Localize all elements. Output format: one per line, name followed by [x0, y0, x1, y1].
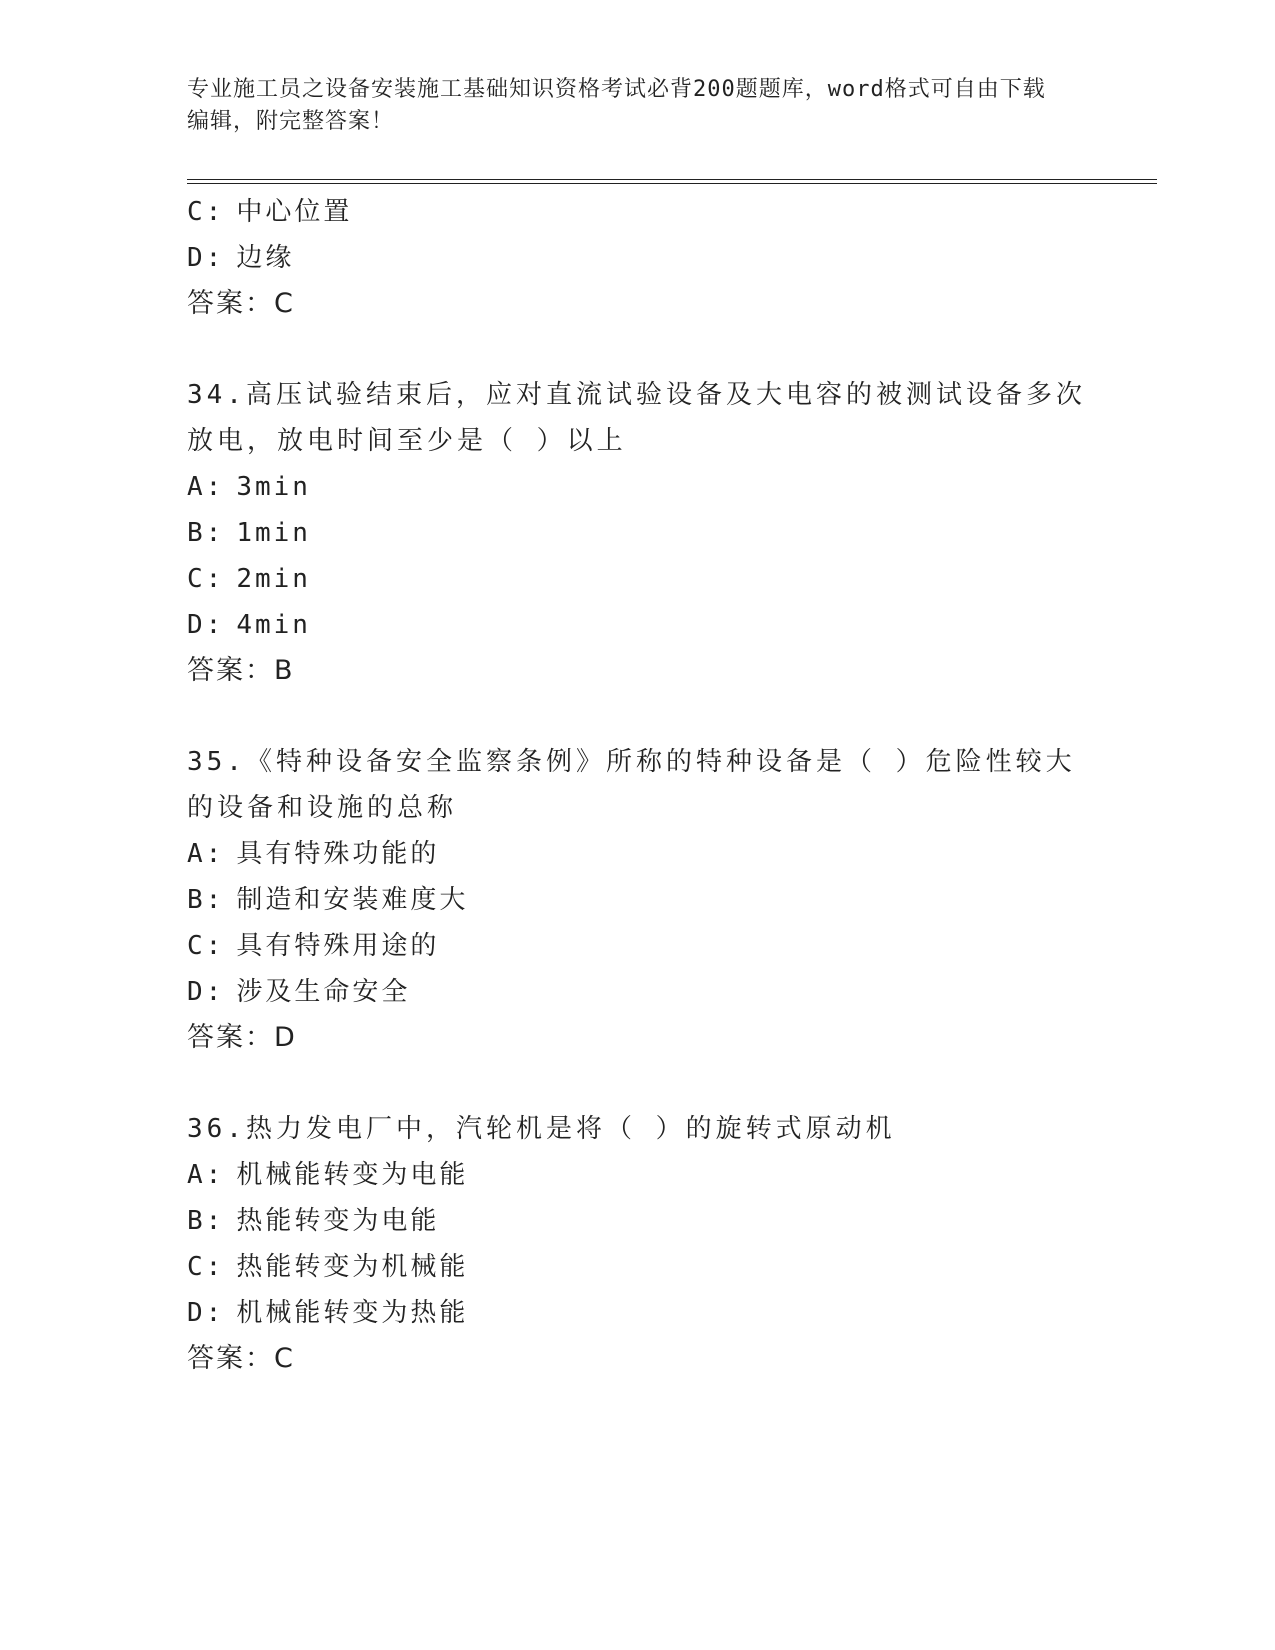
- option-text: 中心位置: [236, 197, 353, 227]
- option-a: [187, 831, 1087, 877]
- header-rule-top: [187, 179, 1157, 180]
- option-d: [187, 1290, 1087, 1336]
- option-label: A:: [187, 472, 225, 502]
- option-label: B:: [187, 1206, 225, 1236]
- question-text: 36.热力发电厂中，汽轮机是将（ ）的旋转式原动机: [187, 1114, 896, 1144]
- question-fragment: [187, 189, 1087, 327]
- option-text: 涉及生命安全: [236, 977, 411, 1007]
- option-text: 具有特殊用途的: [236, 931, 440, 961]
- option-label: B:: [187, 518, 225, 548]
- option-text: 热能转变为机械能: [236, 1252, 469, 1282]
- option-d: [187, 969, 1087, 1015]
- option-d: [187, 602, 1087, 648]
- option-label: A:: [187, 839, 225, 869]
- option-a: [187, 1152, 1087, 1198]
- option-c: [187, 923, 1087, 969]
- option-label: D:: [187, 977, 225, 1007]
- option-b: [187, 1198, 1087, 1244]
- option-c: [187, 189, 1087, 235]
- option-label: B:: [187, 885, 225, 915]
- option-text: 2min: [236, 564, 311, 594]
- option-c: [187, 556, 1087, 602]
- option-b: [187, 877, 1087, 923]
- option-text: 制造和安装难度大: [236, 885, 469, 915]
- header-rule-bottom: [187, 183, 1157, 184]
- option-text: 机械能转变为电能: [236, 1160, 469, 1190]
- option-text: 1min: [236, 518, 311, 548]
- question-text: 35.《特种设备安全监察条例》所称的特种设备是（ ）危险性较大的设备和设施的总称: [187, 747, 1076, 823]
- answer-line: 答案：C: [187, 288, 295, 319]
- option-text: 具有特殊功能的: [236, 839, 440, 869]
- option-text: 4min: [236, 610, 311, 640]
- answer-line: 答案：B: [187, 655, 295, 686]
- option-label: C:: [187, 564, 225, 594]
- option-d: [187, 235, 1087, 281]
- option-a: [187, 464, 1087, 510]
- option-text: 机械能转变为热能: [236, 1298, 469, 1328]
- question-item: [187, 739, 1087, 1061]
- option-c: [187, 1244, 1087, 1290]
- option-label: D:: [187, 1298, 225, 1328]
- answer-line: 答案：C: [187, 1343, 295, 1374]
- document-header: 专业施工员之设备安装施工基础知识资格考试必背200题题库，word格式可自由下载编辑，附完整答案！: [187, 77, 1046, 134]
- question-item: [187, 1106, 1087, 1382]
- option-text: 边缘: [236, 243, 295, 273]
- option-label: A:: [187, 1160, 225, 1190]
- option-text: 3min: [236, 472, 311, 502]
- question-text: 34.高压试验结束后，应对直流试验设备及大电容的被测试设备多次放电，放电时间至少是（ ）以上: [187, 380, 1086, 456]
- option-b: [187, 510, 1087, 556]
- option-label: C:: [187, 1252, 225, 1282]
- option-label: D:: [187, 243, 225, 273]
- question-item: [187, 372, 1087, 694]
- answer-line: 答案：D: [187, 1022, 297, 1053]
- option-label: C:: [187, 197, 225, 227]
- option-label: D:: [187, 610, 225, 640]
- question-content: [187, 189, 1087, 1382]
- option-text: 热能转变为电能: [236, 1206, 440, 1236]
- option-label: C:: [187, 931, 225, 961]
